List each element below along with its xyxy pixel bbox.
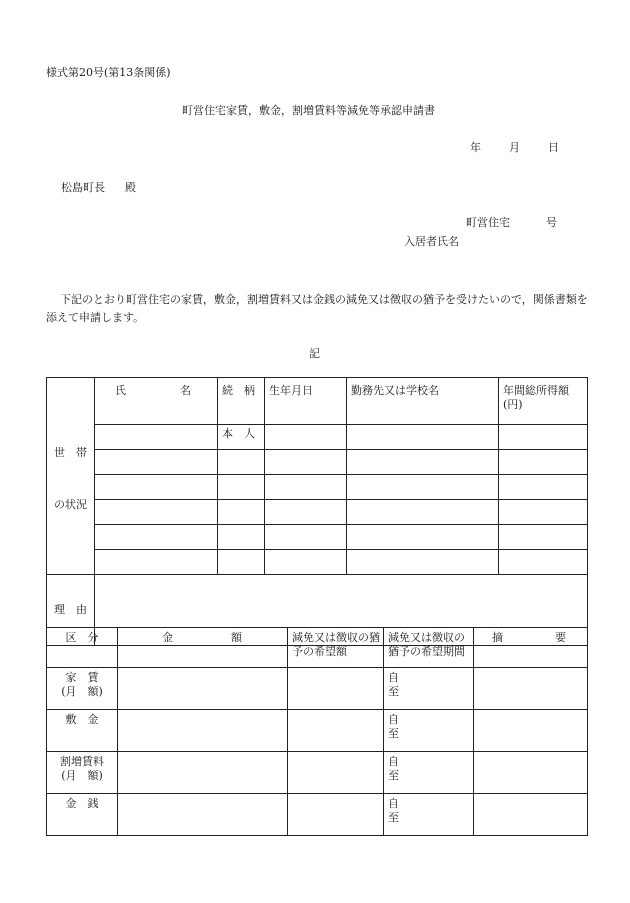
period-to: 至 xyxy=(388,685,399,698)
housing-line xyxy=(466,216,557,230)
cell-birthdate[interactable] xyxy=(265,425,347,450)
header-income-unit: (円) xyxy=(503,398,523,411)
cell-name[interactable] xyxy=(95,525,218,550)
addressee-name: 松島町長 xyxy=(61,181,105,194)
row-label-main: 金 銭 xyxy=(65,797,99,810)
cell-birthdate[interactable] xyxy=(265,525,347,550)
header-remarks-b: 要 xyxy=(555,631,566,644)
cell-relation[interactable] xyxy=(218,475,265,500)
header-relation: 続 柄 xyxy=(218,378,265,425)
period-to: 至 xyxy=(388,769,399,782)
household-side-top: 世 帯 xyxy=(54,446,87,459)
cell-amount[interactable] xyxy=(118,794,288,836)
row-label-sub: (月 額) xyxy=(61,769,103,782)
cell-amount[interactable] xyxy=(118,752,288,794)
cell-period[interactable] xyxy=(384,794,474,836)
cell-relation[interactable] xyxy=(218,500,265,525)
cell-income[interactable] xyxy=(499,500,588,525)
cell-name[interactable] xyxy=(95,550,218,575)
table-row xyxy=(47,450,588,475)
housing-number-label: 号 xyxy=(546,216,557,229)
cell-name[interactable] xyxy=(95,450,218,475)
table-row xyxy=(47,525,588,550)
table-row xyxy=(47,710,588,752)
header-amount-b: 額 xyxy=(231,631,242,644)
cell-workplace[interactable] xyxy=(347,450,499,475)
cell-workplace[interactable] xyxy=(347,475,499,500)
header-amount xyxy=(118,628,288,668)
table-row xyxy=(47,752,588,794)
row-label xyxy=(47,752,118,794)
household-side-bottom: の状況 xyxy=(54,498,87,511)
header-birthdate: 生年月日 xyxy=(265,378,347,425)
cell-period[interactable] xyxy=(384,752,474,794)
cell-name[interactable] xyxy=(95,500,218,525)
table-row xyxy=(47,475,588,500)
household-table xyxy=(46,377,588,646)
row-label xyxy=(47,668,118,710)
header-income xyxy=(499,378,588,425)
cell-workplace[interactable] xyxy=(347,425,499,450)
cell-income[interactable] xyxy=(499,425,588,450)
header-amount-a: 金 xyxy=(162,631,173,644)
reason-label: 理 由 xyxy=(47,575,95,646)
cell-remarks[interactable] xyxy=(474,668,588,710)
resident-name-label: 入居者氏名 xyxy=(404,235,459,248)
cell-relation[interactable] xyxy=(218,525,265,550)
period-from: 自 xyxy=(388,755,399,768)
cell-income[interactable] xyxy=(499,525,588,550)
period-to: 至 xyxy=(388,727,399,740)
document-title: 町営住宅家賃，敷金，割増賃料等減免等承認申請書 xyxy=(182,104,435,117)
date-month: 月 xyxy=(509,141,520,154)
cell-remarks[interactable] xyxy=(474,752,588,794)
row-label-main: 家 賃 xyxy=(65,671,99,684)
cell-workplace[interactable] xyxy=(347,550,499,575)
period-from: 自 xyxy=(388,671,399,684)
header-desired-period: 減免又は徴収の猶予の希望期間 xyxy=(384,628,474,668)
row-label-main: 敷 金 xyxy=(65,713,99,726)
housing-label: 町営住宅 xyxy=(466,216,510,229)
cell-name[interactable] xyxy=(95,475,218,500)
cell-remarks[interactable] xyxy=(474,794,588,836)
household-side-label xyxy=(47,378,95,575)
table-row xyxy=(47,425,588,450)
cell-amount[interactable] xyxy=(118,668,288,710)
cell-desired-amount[interactable] xyxy=(288,710,384,752)
period-to: 至 xyxy=(388,811,399,824)
cell-income[interactable] xyxy=(499,475,588,500)
date-year: 年 xyxy=(470,141,481,154)
cell-remarks[interactable] xyxy=(474,710,588,752)
cell-birthdate[interactable] xyxy=(265,475,347,500)
date-day: 日 xyxy=(548,141,559,154)
header-income-label: 年間総所得額 xyxy=(503,384,569,397)
header-remarks xyxy=(474,628,588,668)
cell-desired-amount[interactable] xyxy=(288,752,384,794)
cell-desired-amount[interactable] xyxy=(288,794,384,836)
row-label-main: 割増賃料 xyxy=(60,755,104,768)
period-from: 自 xyxy=(388,713,399,726)
header-workplace: 勤務先又は学校名 xyxy=(347,378,499,425)
table-row xyxy=(47,550,588,575)
header-desired-amount: 減免又は徴収の猶予の希望額 xyxy=(288,628,384,668)
cell-desired-amount[interactable] xyxy=(288,668,384,710)
cell-relation[interactable] xyxy=(218,550,265,575)
cell-workplace[interactable] xyxy=(347,525,499,550)
addressee-honorific: 殿 xyxy=(125,181,136,194)
application-statement: 下記のとおり町営住宅の家賃，敷金，割増賃料又は金銭の減免又は徴収の猶予を受けたいので，関係書類を添えて申請します。 xyxy=(46,293,588,324)
cell-birthdate[interactable] xyxy=(265,450,347,475)
cell-birthdate[interactable] xyxy=(265,550,347,575)
header-name-a: 氏 xyxy=(115,384,126,397)
cell-income[interactable] xyxy=(499,450,588,475)
header-name xyxy=(95,378,218,425)
cell-income[interactable] xyxy=(499,550,588,575)
cell-period[interactable] xyxy=(384,710,474,752)
table-row xyxy=(47,500,588,525)
cell-name[interactable] xyxy=(95,425,218,450)
cell-relation-self: 本 人 xyxy=(218,425,265,450)
cell-relation[interactable] xyxy=(218,450,265,475)
header-name-b: 名 xyxy=(180,384,191,397)
date-line xyxy=(0,141,559,155)
table-row xyxy=(47,794,588,836)
row-label xyxy=(47,710,118,752)
cell-workplace[interactable] xyxy=(347,500,499,525)
row-label-sub: (月 額) xyxy=(61,685,103,698)
addressee xyxy=(61,181,136,195)
form-number: 様式第20号(第13条関係) xyxy=(46,66,171,79)
header-category: 区 分 xyxy=(47,628,118,668)
cell-birthdate[interactable] xyxy=(265,500,347,525)
header-remarks-a: 摘 xyxy=(492,631,503,644)
row-label xyxy=(47,794,118,836)
cell-amount[interactable] xyxy=(118,710,288,752)
period-from: 自 xyxy=(388,797,399,810)
table-row xyxy=(47,668,588,710)
cell-period[interactable] xyxy=(384,668,474,710)
ki-heading: 記 xyxy=(309,347,320,360)
reduction-table xyxy=(46,627,588,836)
